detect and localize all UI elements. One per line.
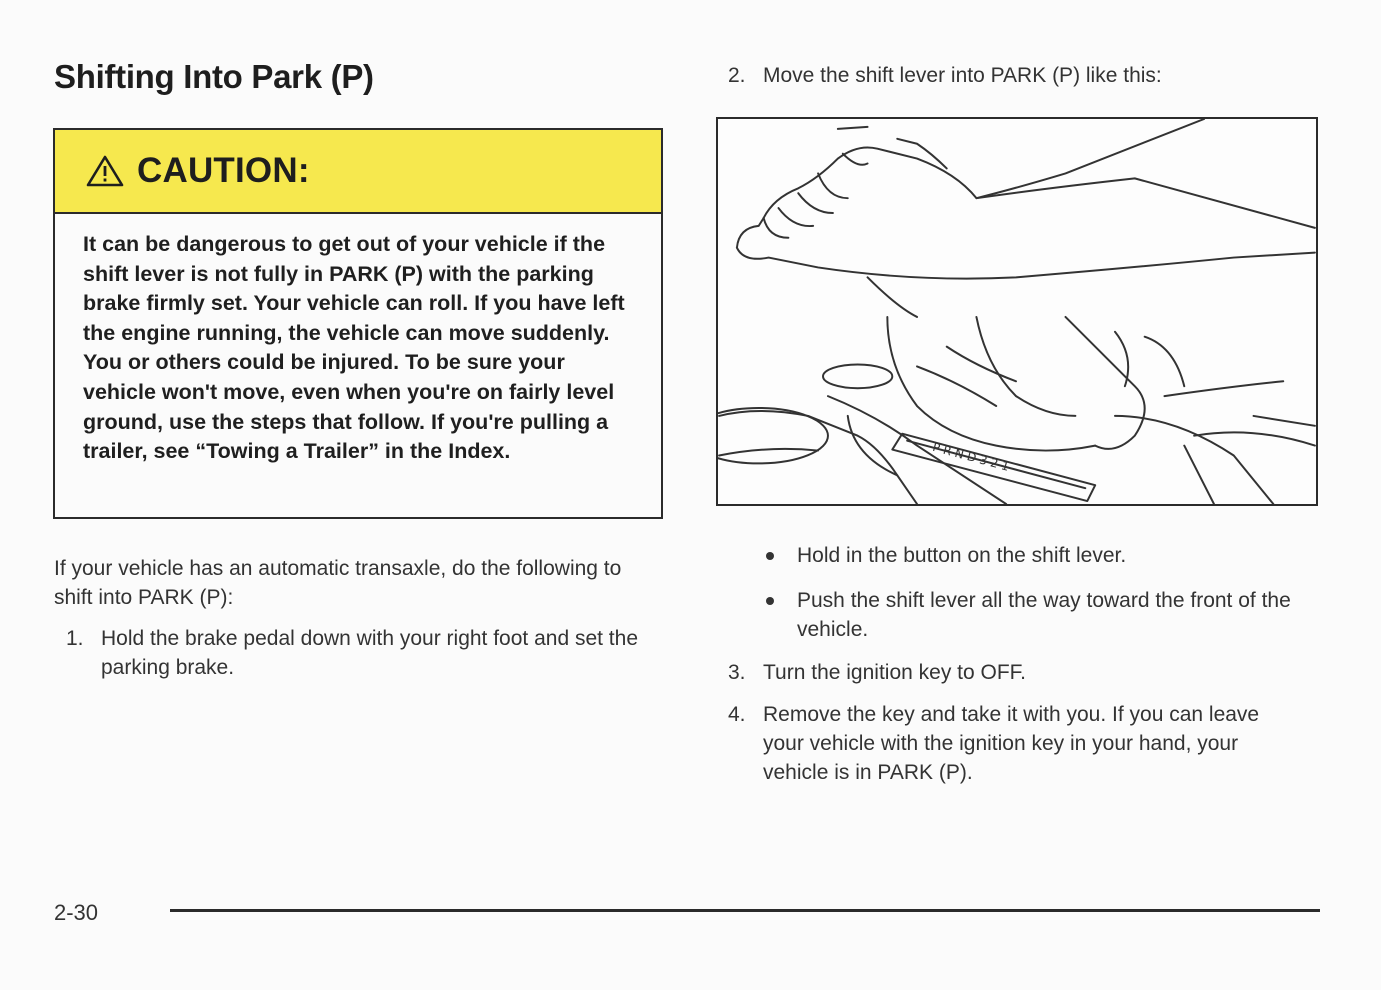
caution-text: It can be dangerous to get out of your vehicle if the shift lever is not fully in PARK (P) with the parking brake firmly set. Your vehicle can roll. If you have left the engine running, the vehicle can move suddenly. You or others could be injured. To be sure your vehicle won't move, even when you're on fairly level ground, use the steps that follow. If you're pulling a trailer, see “Towing a Trailer” in the Index. (83, 232, 625, 464)
substep-text: Hold in the button on the shift lever. (797, 544, 1127, 567)
step-text: Turn the ignition key to OFF. (763, 661, 1027, 684)
page-number: 2-30 (54, 900, 99, 925)
step-2 (728, 61, 1328, 90)
step-number: 3. (728, 661, 746, 684)
step-text: Move the shift lever into PARK (P) like this: (763, 64, 1162, 87)
bullet-icon (766, 552, 774, 560)
step-number: 1. (66, 627, 84, 650)
step-number: 4. (728, 703, 746, 726)
svg-text:P R N D 3 2 1: P R N D 3 2 1 (931, 439, 1011, 474)
footer-rule (170, 909, 1320, 912)
step-3 (728, 658, 1288, 687)
shift-lever-illustration (716, 117, 1318, 506)
bullet-icon (766, 597, 774, 605)
warning-triangle-icon (85, 154, 125, 188)
substep-2 (766, 586, 1306, 644)
page-title: Shifting Into Park (P) (54, 58, 374, 95)
caution-label: CAUTION: (137, 151, 310, 190)
caution-header (55, 130, 661, 214)
step-4 (728, 700, 1288, 787)
step-text: Remove the key and take it with you. If you can leave your vehicle with the ignition key in your hand, your vehicle is in PARK (P). (763, 703, 1260, 784)
substep-1 (766, 541, 1306, 570)
caution-box (53, 128, 663, 519)
substep-text: Push the shift lever all the way toward the front of the vehicle. (797, 589, 1291, 641)
step-text: Hold the brake pedal down with your right foot and set the parking brake. (101, 627, 638, 679)
step-1 (66, 624, 666, 682)
intro-paragraph: If your vehicle has an automatic transaxle, do the following to shift into PARK (P): (54, 557, 622, 609)
hand-on-shift-lever-illustration (718, 119, 1316, 504)
step-number: 2. (728, 64, 746, 87)
